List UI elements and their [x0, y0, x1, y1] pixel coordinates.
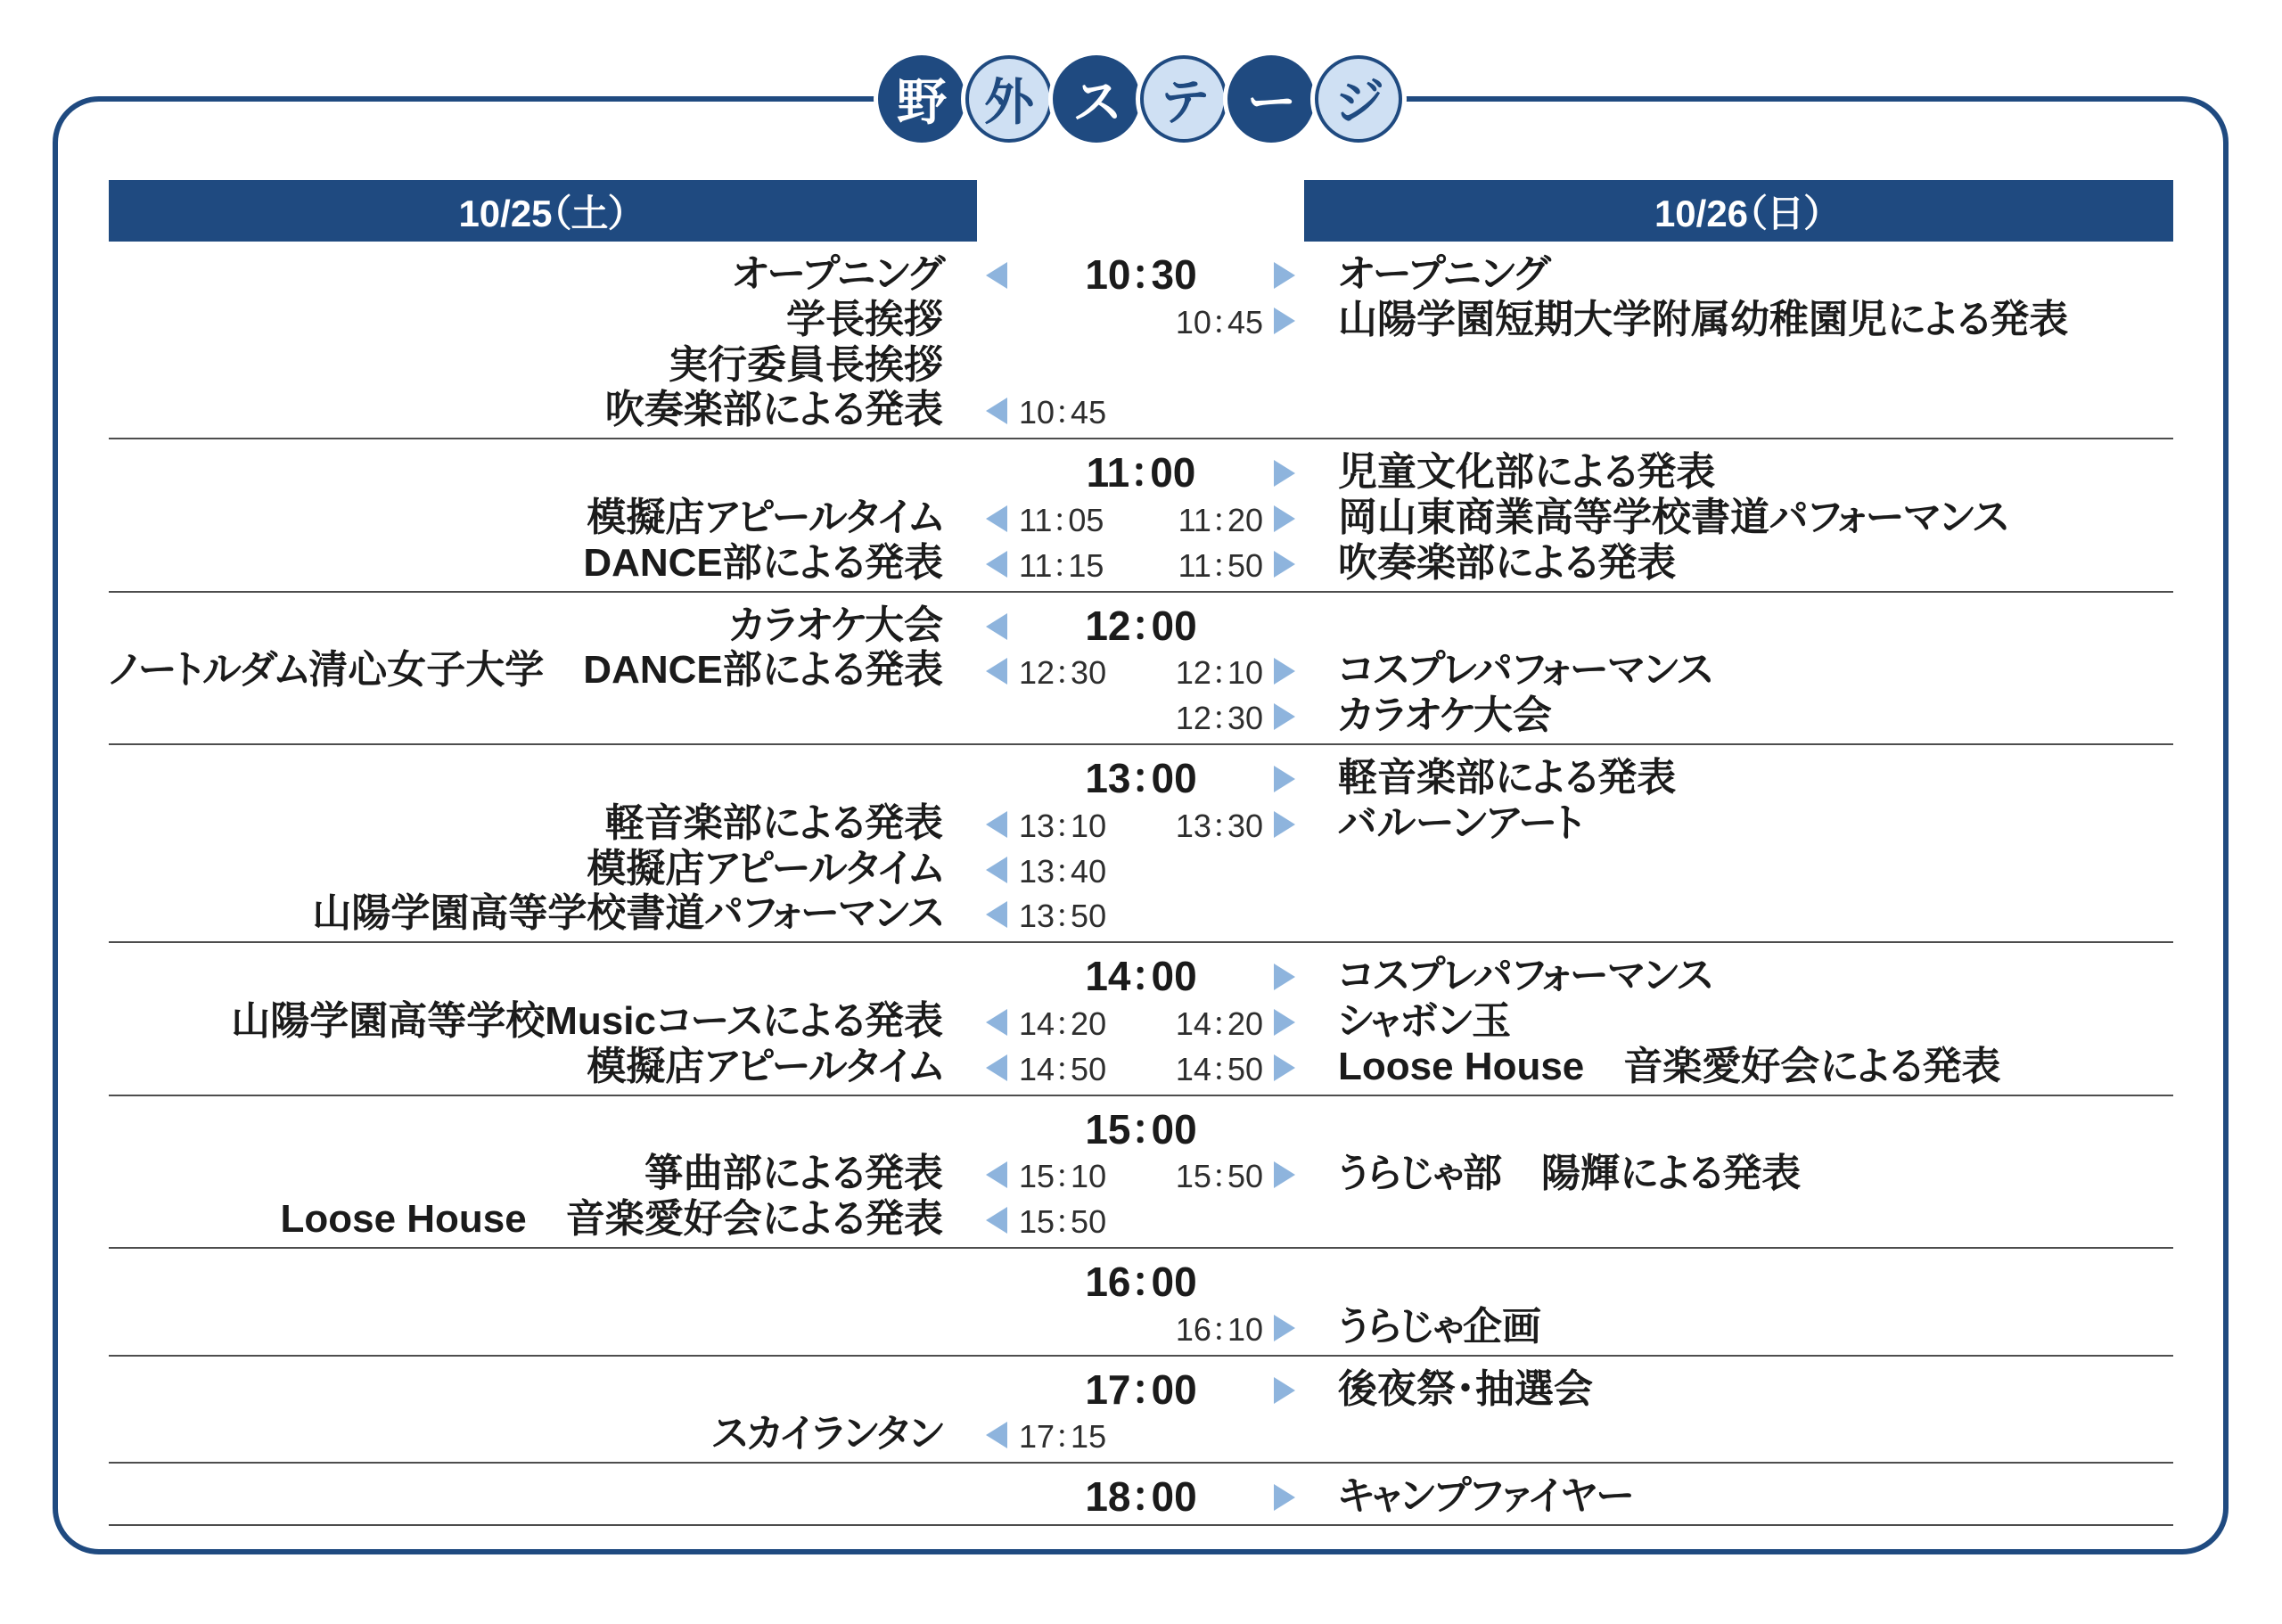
day2-program: 岡山東商業高等学校書道パフォーマンス [1338, 495, 2008, 539]
day1-program: 模擬店アピールタイム [587, 495, 943, 539]
schedule-line [109, 648, 2173, 693]
title-char: テ [1162, 74, 1206, 132]
schedule-line [109, 756, 2173, 801]
day2-time: 13：30 [1175, 807, 1263, 844]
schedule-line [109, 603, 2173, 649]
day1-time: 17：15 [1019, 1418, 1107, 1456]
title-char: ス [1073, 74, 1120, 132]
day2-program: コスプレパフォーマンス [1338, 954, 1712, 998]
title-char: 外 [984, 74, 1034, 132]
day2-program: コスプレパフォーマンス [1338, 648, 1712, 693]
right-arrow-icon [1274, 1054, 1295, 1081]
schedule-line [109, 847, 2173, 892]
right-arrow-icon [1274, 964, 1295, 990]
title-char-circle [878, 55, 965, 143]
hour-time: 17：00 [1085, 1366, 1197, 1413]
schedule-line [109, 1259, 2173, 1305]
hour-time: 12：00 [1085, 602, 1197, 649]
day2-time: 12：30 [1175, 700, 1263, 737]
left-arrow-icon [986, 1009, 1007, 1036]
right-arrow-icon [1274, 262, 1295, 289]
right-arrow-icon [1274, 308, 1295, 334]
day2-date-label: 10/26（日） [1654, 192, 1824, 234]
hour-time: 14：00 [1085, 953, 1197, 1000]
day2-program: 児童文化部による発表 [1338, 450, 1716, 495]
day1-program: オープニング [732, 252, 943, 296]
left-arrow-icon [986, 811, 1007, 838]
day2-time: 11：20 [1178, 501, 1263, 538]
schedule-line [109, 693, 2173, 739]
schedule-line [109, 450, 2173, 496]
left-arrow-icon [986, 613, 1007, 640]
title-char-circle [1053, 55, 1140, 143]
left-arrow-icon [986, 505, 1007, 532]
day2-program: キャンプファイヤー [1338, 1474, 1634, 1519]
day2-program: 軽音楽部による発表 [1338, 755, 1677, 800]
day2-time: 15：50 [1175, 1158, 1263, 1195]
day1-program: ノートルダム清心女子大学 DANCE部による発表 [110, 648, 943, 693]
schedule-row [109, 593, 2173, 745]
day2-time: 14：50 [1175, 1050, 1263, 1087]
day1-time: 14：20 [1019, 1005, 1107, 1042]
schedule-row [109, 1096, 2173, 1249]
title-char: 野 [897, 74, 947, 132]
day1-time: 13：40 [1019, 852, 1107, 890]
title-char: ー [1247, 74, 1295, 132]
left-arrow-icon [986, 551, 1007, 578]
title-char-circle [1140, 55, 1227, 143]
right-arrow-icon [1274, 703, 1295, 730]
left-arrow-icon [986, 1207, 1007, 1234]
day1-program: 学長挨拶 [786, 297, 943, 341]
schedule-line [109, 1412, 2173, 1457]
schedule-line [109, 891, 2173, 937]
right-arrow-icon [1274, 658, 1295, 685]
day1-time: 15：50 [1019, 1203, 1107, 1241]
schedule-line [109, 298, 2173, 343]
schedule-line [109, 1152, 2173, 1197]
schedule-line [109, 343, 2173, 389]
left-arrow-icon [986, 901, 1007, 928]
day1-program: カラオケ大会 [729, 603, 943, 647]
right-arrow-icon [1274, 1484, 1295, 1511]
day1-program: 実行委員長挨拶 [669, 342, 943, 387]
day1-time: 13：10 [1019, 807, 1107, 844]
left-arrow-icon [986, 1422, 1007, 1448]
day2-time: 14：20 [1175, 1005, 1263, 1042]
day1-header [109, 180, 977, 242]
hour-time: 13：00 [1085, 754, 1197, 801]
right-arrow-icon [1274, 1161, 1295, 1188]
day2-program: オープニング [1338, 252, 1549, 296]
schedule-table [109, 242, 2173, 1526]
schedule-line [109, 1305, 2173, 1350]
schedule-line [109, 252, 2173, 298]
day2-header [1304, 180, 2173, 242]
schedule-line [109, 496, 2173, 541]
day1-time: 13：50 [1019, 898, 1107, 935]
right-arrow-icon [1274, 1009, 1295, 1036]
right-arrow-icon [1274, 1315, 1295, 1341]
stage-title-badge [878, 55, 1402, 143]
day1-time: 14：50 [1019, 1050, 1107, 1087]
schedule-line [109, 954, 2173, 999]
right-arrow-icon [1274, 1377, 1295, 1404]
left-arrow-icon [986, 658, 1007, 685]
title-char-circle [965, 55, 1053, 143]
schedule-row [109, 242, 2173, 439]
title-char: ジ [1335, 74, 1382, 132]
day2-time: 12：10 [1175, 654, 1263, 692]
right-arrow-icon [1274, 766, 1295, 792]
day1-time: 12：30 [1019, 654, 1107, 692]
day1-program: スカイランタン [711, 1412, 943, 1456]
schedule-line [109, 1367, 2173, 1413]
day1-program: 山陽学園高等学校書道パフォーマンス [312, 891, 943, 936]
day1-program: DANCE部による発表 [583, 540, 943, 585]
right-arrow-icon [1274, 505, 1295, 532]
day2-program: 後夜祭・抽選会 [1338, 1366, 1593, 1411]
right-arrow-icon [1274, 551, 1295, 578]
day2-program: Loose House 音楽愛好会による発表 [1338, 1044, 2001, 1088]
day2-program: 山陽学園短期大学附属幼稚園児による発表 [1338, 297, 2069, 341]
day1-program: 吹奏楽部による発表 [604, 388, 943, 432]
left-arrow-icon [986, 398, 1007, 424]
hour-time: 16：00 [1085, 1258, 1197, 1305]
day2-time: 10：45 [1175, 303, 1263, 340]
day2-time: 16：10 [1175, 1310, 1263, 1348]
day1-time: 10：45 [1019, 394, 1107, 431]
day2-time: 11：50 [1178, 546, 1263, 584]
day1-program: 軽音楽部による発表 [604, 800, 943, 845]
right-arrow-icon [1274, 460, 1295, 487]
schedule-row [109, 1464, 2173, 1526]
hour-time: 10：30 [1085, 251, 1197, 298]
day1-program: 模擬店アピールタイム [587, 1044, 943, 1088]
schedule-line [109, 1197, 2173, 1243]
hour-time: 11：00 [1086, 449, 1196, 496]
schedule-line [109, 1045, 2173, 1090]
day1-program: Loose House 音楽愛好会による発表 [280, 1197, 943, 1242]
day1-time: 15：10 [1019, 1158, 1107, 1195]
day2-program: 吹奏楽部による発表 [1338, 540, 1677, 585]
day2-program: うらじゃ企画 [1338, 1304, 1541, 1349]
day1-time: 11：15 [1019, 546, 1104, 584]
left-arrow-icon [986, 1161, 1007, 1188]
schedule-line [109, 541, 2173, 586]
schedule-row [109, 439, 2173, 592]
day1-program: 模擬店アピールタイム [587, 846, 943, 890]
hour-time: 18：00 [1085, 1473, 1197, 1521]
title-char-circle [1315, 55, 1402, 143]
schedule-line [109, 1474, 2173, 1520]
left-arrow-icon [986, 262, 1007, 289]
right-arrow-icon [1274, 811, 1295, 838]
schedule-row [109, 1357, 2173, 1464]
day2-program: バルーンアート [1338, 800, 1584, 845]
schedule-line [109, 1107, 2173, 1152]
left-arrow-icon [986, 1054, 1007, 1081]
day2-program: シャボン玉 [1338, 998, 1512, 1043]
schedule-line [109, 801, 2173, 847]
schedule-row [109, 943, 2173, 1095]
day1-time: 11：05 [1019, 501, 1104, 538]
schedule-line [109, 999, 2173, 1045]
hour-time: 15：00 [1085, 1105, 1197, 1152]
day2-program: カラオケ大会 [1338, 693, 1552, 738]
day1-date-label: 10/25（土） [458, 192, 628, 234]
left-arrow-icon [986, 857, 1007, 883]
schedule-line [109, 388, 2173, 433]
title-char-circle [1227, 55, 1315, 143]
day2-program: うらじゃ部 陽輝による発表 [1338, 1152, 1802, 1196]
day1-program: 山陽学園高等学校Musicコースによる発表 [231, 998, 943, 1043]
day1-program: 箏曲部による発表 [644, 1152, 943, 1196]
schedule-row [109, 1249, 2173, 1357]
schedule-row [109, 745, 2173, 943]
